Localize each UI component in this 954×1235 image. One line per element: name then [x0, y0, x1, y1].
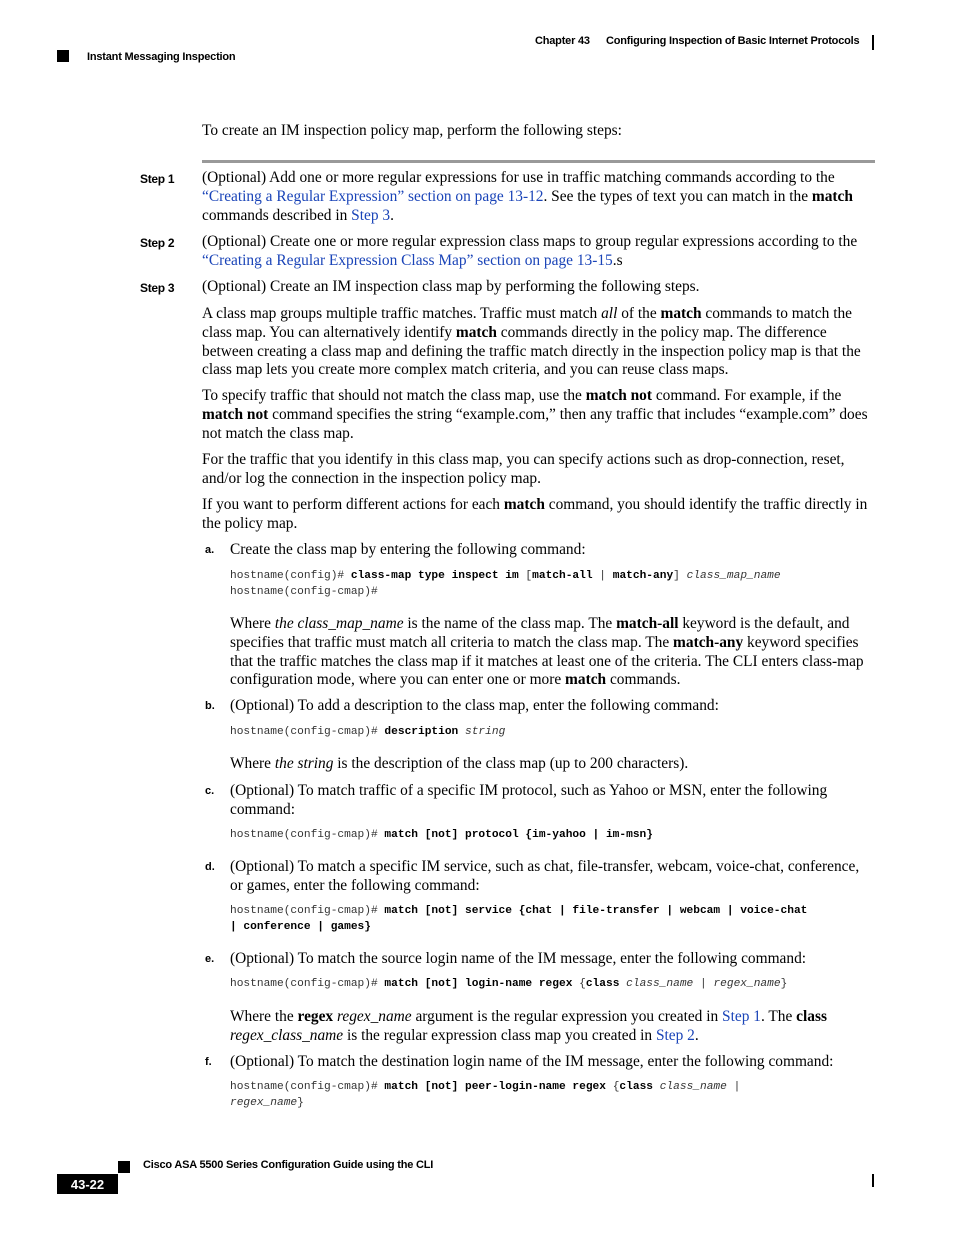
paragraph-actions: For the traffic that you identify in this class map, you can specify actions such as drop-connection, reset, and/or log the connection in the inspection policy map.	[202, 451, 845, 487]
substep-b-code: hostname(config-cmap)# description string	[230, 726, 506, 738]
substep-c-text: (Optional) To match traffic of a specific IM protocol, such as Yahoo or MSN, enter the following command:	[230, 782, 828, 818]
substep-a-text: Create the class map by entering the following command:	[230, 541, 586, 558]
substep-b-letter: b.	[205, 700, 215, 712]
step-2-text: (Optional) Create one or more regular expression class maps to group regular expressions according to the “Creating a Regular Expression Class Map” section on page 13-15.s	[202, 233, 858, 269]
substep-e-code: hostname(config-cmap)# match [not] login-name regex {class class_name | regex_name}	[230, 978, 788, 990]
substep-e-text: (Optional) To match the source login name of the IM message, enter the following command:	[230, 950, 807, 967]
page-number-box	[57, 1174, 118, 1194]
substep-e-where: Where the regex regex_name argument is the regular expression you created in Step 1. The class regex_class_name is the regular expression class map you created in Step 2.	[230, 1008, 827, 1044]
paragraph-match-not: To specify traffic that should not match the class map, use the match not command. For example, if the match not command specifies the string “example.com,” then any traffic that includes “example.com” does not match the class map.	[202, 387, 868, 442]
substep-a-letter: a.	[205, 544, 215, 556]
step-1-text: (Optional) Add one or more regular expressions for use in traffic matching commands according to the “Creating a Regular Expression” section on page 13-12. See the types of text you can match in the match commands described in Step 3.	[202, 169, 853, 224]
substep-c-letter: c.	[205, 785, 215, 797]
steps-rule	[202, 160, 875, 163]
paragraph-class-map-groups: A class map groups multiple traffic matches. Traffic must match all of the match commands to match the class map. You can alternatively identify match commands directly in the policy map. The difference between creating a class map and defining the traffic match directly in the inspection policy map is that the class map lets you create more complex match criteria, and you can reuse class maps.	[202, 305, 861, 379]
substep-d-code: hostname(config-cmap)# match [not] service {chat | file-transfer | webcam | voice-chat | conference | games}	[230, 905, 808, 933]
substep-d-letter: d.	[205, 861, 215, 873]
substep-f-letter: f.	[205, 1056, 212, 1068]
link-step-2[interactable]: Step 2	[655, 1026, 695, 1044]
page-number: 43-22	[70, 1177, 105, 1192]
link-creating-regex[interactable]: “Creating a Regular Expression” section on page 13-12	[202, 187, 544, 205]
footer-marker	[118, 1161, 130, 1173]
chapter-title: Configuring Inspection of Basic Internet Protocols	[606, 35, 860, 47]
step-3-label: Step 3	[140, 281, 175, 295]
section-title: Instant Messaging Inspection	[87, 51, 236, 63]
link-step-3[interactable]: Step 3	[351, 206, 391, 224]
step-1-label: Step 1	[140, 172, 175, 186]
substep-e-letter: e.	[205, 953, 215, 965]
substep-a-code: hostname(config)# class-map type inspect im [match-all | match-any] class_map_name hostname(config-cmap)#	[230, 570, 781, 598]
chapter-number: Chapter 43	[535, 35, 590, 47]
substep-b-where: Where the string is the description of the class map (up to 200 characters).	[230, 755, 689, 772]
intro-text: To create an IM inspection policy map, perform the following steps:	[202, 122, 622, 139]
step-3-text: (Optional) Create an IM inspection class map by performing the following steps.	[202, 278, 700, 295]
link-creating-regex-class-map[interactable]: “Creating a Regular Expression Class Map” section on page 13-15	[202, 251, 613, 269]
step-2-label: Step 2	[140, 236, 175, 250]
substep-c-code: hostname(config-cmap)# match [not] protocol {im-yahoo | im-msn}	[230, 829, 653, 841]
substep-a-where: Where the class_map_name is the name of the class map. The match-all keyword is the default, and specifies that traffic must match all criteria to match the class map. The match-any keyword specifies that the traffic matches the class map if it matches at least one of the criteria. The CLI enters class-map configuration mode, where you can enter one or more match commands.	[230, 615, 864, 689]
footer-rule	[872, 1174, 874, 1187]
guide-title: Cisco ASA 5500 Series Configuration Guide using the CLI	[143, 1159, 434, 1171]
substep-f-code: hostname(config-cmap)# match [not] peer-login-name regex {class class_name | regex_name}	[230, 1081, 741, 1109]
substep-b-text: (Optional) To add a description to the class map, enter the following command:	[230, 697, 719, 714]
substep-f-text: (Optional) To match the destination login name of the IM message, enter the following command:	[230, 1053, 834, 1070]
substep-d-text: (Optional) To match a specific IM service, such as chat, file-transfer, webcam, voice-chat, conference, or games, enter the following command:	[230, 858, 860, 894]
header-marker	[57, 50, 69, 62]
header-rule	[872, 35, 874, 50]
link-step-1[interactable]: Step 1	[722, 1008, 761, 1025]
paragraph-different-actions: If you want to perform different actions for each match command, you should identify the traffic directly in the policy map.	[202, 496, 868, 532]
